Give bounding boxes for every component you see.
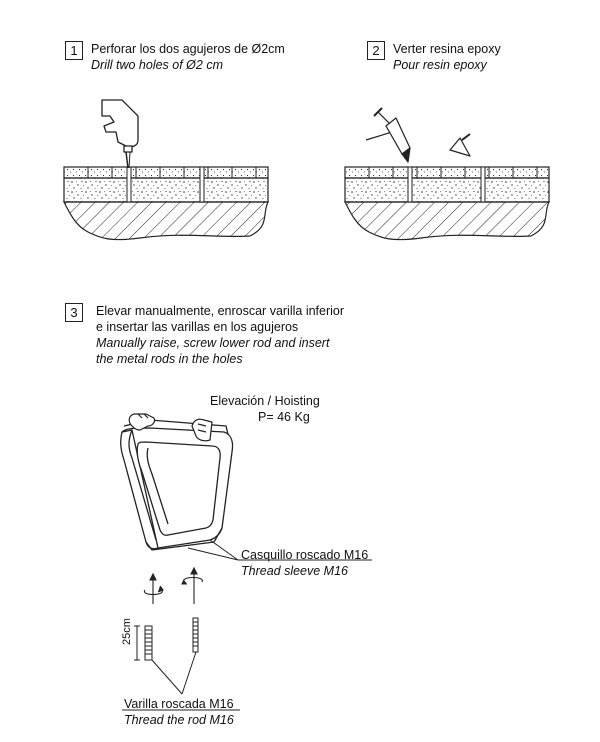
step-1-title-es: Perforar los dos agujeros de Ø2cm (91, 42, 285, 56)
rotation-arrow-right-icon (182, 568, 202, 604)
step-3-line2-en: the metal rods in the holes (96, 352, 243, 366)
sleeve-label-es: Casquillo roscado M16 (241, 548, 369, 562)
precast-frame (121, 420, 233, 550)
rod-length-label: 25cm (121, 618, 133, 645)
rod-label-es: Varilla roscada M16 (124, 697, 234, 711)
rod-label-en: Thread the rod M16 (124, 713, 234, 727)
threaded-rod-right (193, 618, 198, 652)
ground-section-2 (345, 167, 549, 240)
drill-icon (102, 100, 138, 168)
rotation-arrow-left-icon (144, 574, 163, 604)
trowel-icon (450, 134, 470, 156)
step-1-number: 1 (65, 41, 83, 60)
step-3-line2-es: e insertar las varillas en los agujeros (96, 320, 299, 334)
step-2-number: 2 (367, 41, 385, 60)
step-3-line1-en: Manually raise, screw lower rod and insert (96, 336, 330, 350)
sleeve-label-en: Thread sleeve M16 (241, 564, 349, 578)
leader-lines (122, 540, 372, 710)
threaded-rod-left (134, 626, 152, 660)
ground-section-1 (64, 167, 268, 240)
step-2-title-es: Verter resina epoxy (393, 42, 501, 56)
hoisting-weight: P= 46 Kg (258, 410, 310, 424)
hoisting-label: Elevación / Hoisting (210, 394, 320, 408)
resin-syringe-icon (366, 108, 410, 162)
step-3-line1-es: Elevar manualmente, enroscar varilla inferior (96, 304, 345, 318)
step-1-title-en: Drill two holes of Ø2 cm (91, 58, 223, 72)
step-3-number: 3 (65, 303, 83, 322)
step-2-title-en: Pour resin epoxy (393, 58, 487, 72)
